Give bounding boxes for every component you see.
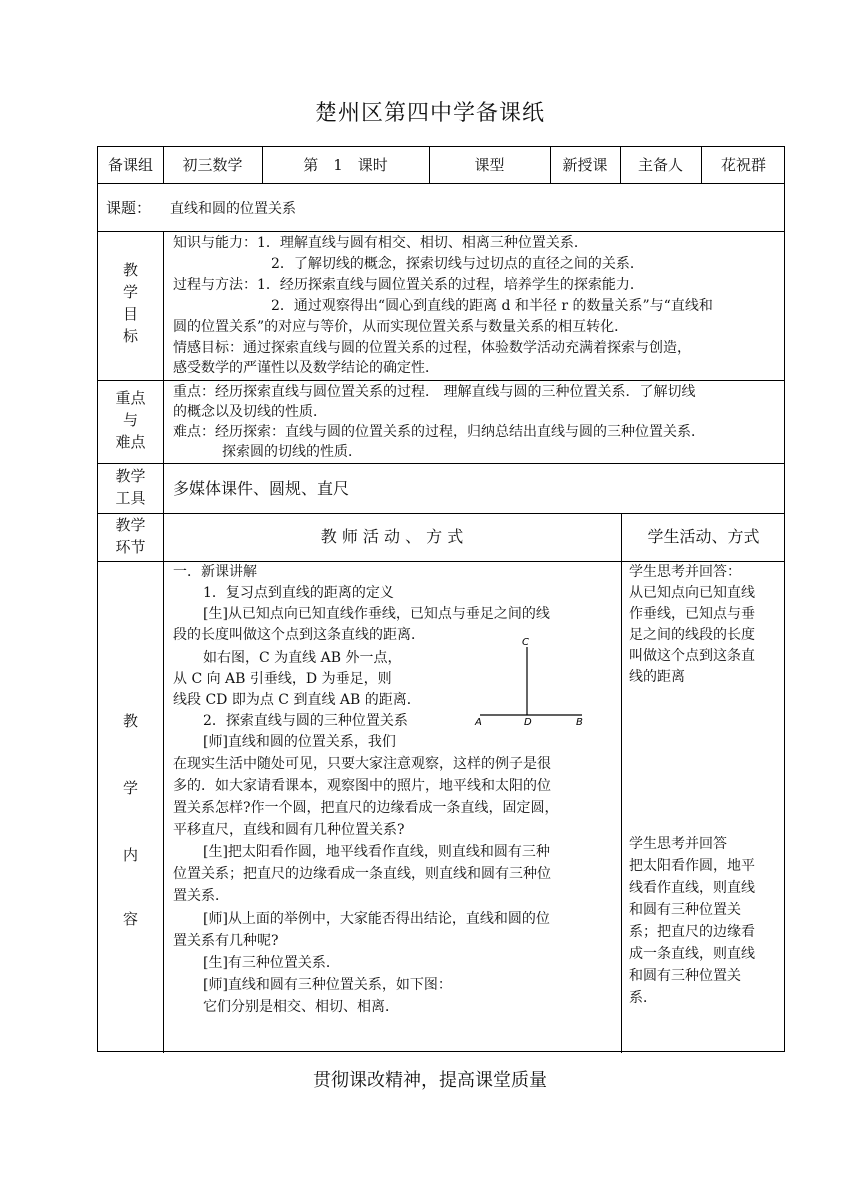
point-b-label: B <box>576 717 583 727</box>
student-line: 从已知点向已知直线 <box>629 585 755 601</box>
student-line: 系． <box>629 990 657 1006</box>
type-label: 课型 <box>474 156 505 174</box>
objective-line: 情感目标：通过探索直线与圆的位置关系的过程，体验数学活动充满着探索与创造， <box>173 340 691 356</box>
content-line: 置关系． <box>173 888 229 904</box>
content-line: 段的长度叫做这个点到这条直线的距离． <box>173 627 425 643</box>
student-line: 线的距离 <box>629 669 685 685</box>
point-c-label: C <box>522 637 529 648</box>
content-line: 置关系有几种呢? <box>173 933 279 949</box>
content-line: [师]直线和圆有三种位置关系，如下图： <box>203 977 452 993</box>
teacher-activity-header: 教 师 活 动 、 方 式 <box>320 527 464 547</box>
objective-line: 过程与方法：1．经历探索直线与圆位置关系的过程，培养学生的探索能力． <box>173 277 644 293</box>
content-line: 多的．如大家请看课本，观察图中的照片，地平线和太阳的位 <box>173 778 551 794</box>
content-line: 平移直尺，直线和圆有几种位置关系? <box>173 822 405 838</box>
student-activity-header: 学生活动、方式 <box>647 527 760 547</box>
objective-line: 感受数学的严谨性以及数学结论的确定性． <box>173 360 439 376</box>
student-line: 和圆有三种位置关 <box>629 968 741 984</box>
group-label: 备课组 <box>107 156 153 174</box>
footer-slogan: 贯彻课改精神，提高课堂质量 <box>313 1070 547 1091</box>
student-line: 系；把直尺的边缘看 <box>629 924 755 940</box>
point-a-label: A <box>475 717 482 727</box>
content-line: 它们分别是相交、相切、相离． <box>203 999 399 1015</box>
keypoint-line: 难点：经历探索：直线与圆的位置关系的过程，归纳总结出直线与圆的三种位置关系． <box>173 424 705 440</box>
keypoint-line: 探索圆的切线的性质． <box>222 444 362 460</box>
objective-line: 2．了解切线的概念，探索切线与过切点的直径之间的关系． <box>271 256 644 272</box>
keypoint-line: 重点：经历探索直线与圆位置关系的过程． 理解直线与圆的三种位置关系．了解切线 <box>173 384 696 400</box>
content-line: 线段 CD 即为点 C 到直线 AB 的距离． <box>173 692 421 708</box>
content-line: 置关系怎样?作一个圆，把直尺的边缘看成一条直线，固定圆， <box>173 800 559 816</box>
student-line: 和圆有三种位置关 <box>629 902 741 918</box>
content-line: 在现实生活中随处可见，只要大家注意观察，这样的例子是很 <box>173 756 551 772</box>
student-line: 把太阳看作圆，地平 <box>629 858 755 874</box>
student-line: 线看作直线，则直线 <box>629 880 755 896</box>
group-value: 初三数学 <box>182 156 243 174</box>
content-line: 位置关系；把直尺的边缘看成一条直线，则直线和圆有三种位 <box>173 866 551 882</box>
lesson-number: 第 1 课时 <box>303 156 388 174</box>
content-line: [生]有三种位置关系． <box>203 955 340 971</box>
content-line: 如右图，C 为直线 AB 外一点， <box>203 650 402 666</box>
tools-value: 多媒体课件、圆规、直尺 <box>173 479 350 498</box>
content-line: [生]把太阳看作圆，地平线看作直线，则直线和圆有三种 <box>203 844 550 860</box>
steps-label: 教学 环节 <box>115 516 146 556</box>
lesson-plan-table: 备课组 初三数学 第 1 课时 课型 新授课 主备人 花祝群 课题： 直线和圆的位置关系 教 学 目 标 知识与能力：1．理解直线与圆有相交、相切、相离三种位置关系． 2．了解切线的概念，探索切线与过切点的直径之间的关系． 过程与方法：1．经历探索直线与圆位置关系的过程，培养学生的探索能力． 2．通过观察得出“圆心到直线的距离 d 和半径 r 的数量关系”与“直线和 圆的位置关系”的对应与等价，从而实现位置关系与数量关系的相互转化． 情感目标：通过探索直线与圆的位置关系的过程，体验数学活动充满着探索与创造， 感受数学的严谨性以及数学结论的确定性． 重点 与 难点 重点：经历探索直线与圆位置关系的过程． 理解直线与圆的三种位置关系．了解切线 的概念以及切线的性质． 难点：经历探索：直线与圆的位置关系的过程，归纳总结出直线与圆的三种位置关系． 探索圆的切线的性质． 教学 工具 多媒体课件、圆规、直尺 教学 环节 教 师 活 动 、 方 式 学生活动、方式 教 学 内 容 一．新课讲解 1．复习点到直线的距离的定义 [生]从已知点向已知直线作垂线，已知点与垂足之间的线 段的长度叫做这个点到这条直线的距离． 如右图，C 为直线 AB 外一点， 从 C 向 AB 引垂线，D 为垂足，则 线段 CD 即为点 C 到直线 AB 的距离． 2．探索直线与圆的三种位置关系 [师]直线和圆的位置关系，我们 在现实生活中随处可见，只要大家注意观察，这样的例子是很 多的．如大家请看课本，观察图中的照片，地平线和太阳的位 置关系怎样?作一个圆，把直尺的边缘看成一条直线，固定圆， 平移直尺，直线和圆有几种位置关系? [生]把太阳看作圆，地平线看作直线，则直线和圆有三种 位置关系；把直尺的边缘看成一条直线，则直线和圆有三种位 置关系． [师]从上面的举例中，大家能否得出结论，直线和圆的位 置关系有几种呢? [生]有三种位置关系． [师]直线和圆有三种位置关系，如下图： 它们分别是相交、相切、相离． C A D B 学生思考并回答： 从已知点向已知直线 作垂线，已知点与垂 足之间的线段的长度 叫做这个点到这条直 线的距离 学生思考并回答 把太阳看作圆，地平 线看作直线，则直线 和圆有三种位置关 系；把直尺的边缘看 成一条直线，则直线 和圆有三种位置关 系． <box>97 146 785 1052</box>
topic-value: 直线和圆的位置关系 <box>170 201 296 217</box>
keypoints-label: 重点 与 难点 <box>115 389 146 451</box>
keypoint-line: 的概念以及切线的性质． <box>173 404 327 420</box>
content-line: 1．复习点到直线的距离的定义 <box>203 585 394 601</box>
lead-label: 主备人 <box>637 156 683 174</box>
content-line: [师]从上面的举例中，大家能否得出结论，直线和圆的位 <box>203 911 550 927</box>
objective-line: 圆的位置关系”的对应与等价，从而实现位置关系与数量关系的相互转化． <box>173 319 629 335</box>
student-line: 学生思考并回答： <box>629 564 741 580</box>
student-line: 学生思考并回答 <box>629 836 727 852</box>
perpendicular-figure <box>470 635 590 727</box>
type-value: 新授课 <box>562 156 608 174</box>
student-line: 成一条直线，则直线 <box>629 946 755 962</box>
student-line: 足之间的线段的长度 <box>629 627 755 643</box>
content-line: [生]从已知点向已知直线作垂线，已知点与垂足之间的线 <box>203 606 550 622</box>
objectives-label: 教 学 目 标 <box>122 261 138 345</box>
objective-line: 知识与能力：1．理解直线与圆有相交、相切、相离三种位置关系． <box>173 235 588 251</box>
content-line: 从 C 向 AB 引垂线，D 为垂足，则 <box>173 671 392 687</box>
objective-line: 2．通过观察得出“圆心到直线的距离 d 和半径 r 的数量关系”与“直线和 <box>271 298 713 314</box>
lead-value: 花祝群 <box>720 156 766 174</box>
content-line: [师]直线和圆的位置关系，我们 <box>203 734 396 750</box>
student-line: 叫做这个点到这条直 <box>629 648 755 664</box>
point-d-label: D <box>524 717 532 727</box>
tools-label: 教学 工具 <box>115 467 146 507</box>
page-title: 楚州区第四中学备课纸 <box>314 101 545 126</box>
topic-label: 课题： <box>106 199 152 217</box>
content-line: 一．新课讲解 <box>173 564 257 580</box>
student-line: 作垂线，已知点与垂 <box>629 606 755 622</box>
content-line: 2．探索直线与圆的三种位置关系 <box>203 713 408 729</box>
